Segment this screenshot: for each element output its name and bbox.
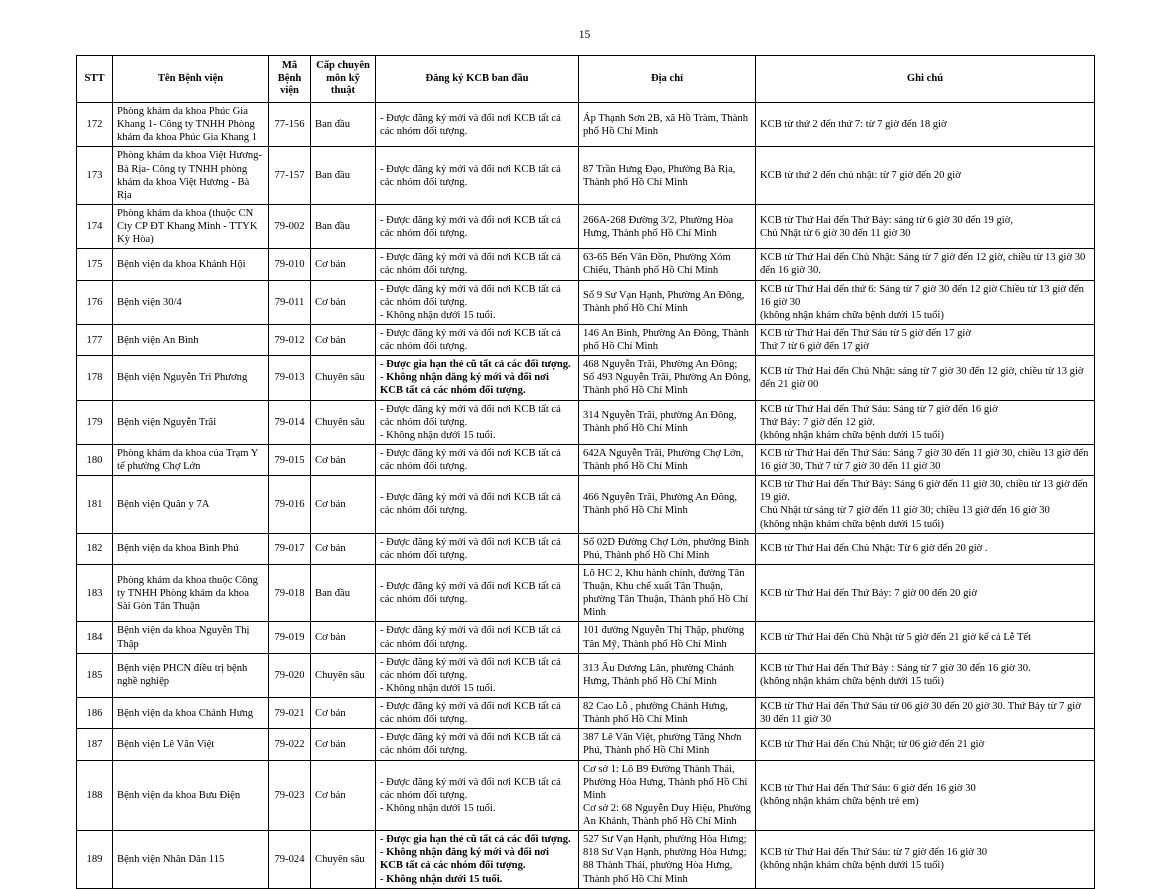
cell-hospital-name: Phòng khám da khoa thuộc Công ty TNHH Phòng khám da khoa Sài Gòn Tân Thuận — [113, 564, 269, 622]
cell-note: KCB từ Thứ Hai đến Thứ Sáu: Sáng 7 giờ 30 đến 11 giờ 30, chiều 13 giờ đến 16 giờ 30, Thứ 7 từ 7 giờ 30 đến 11 giờ 30 — [756, 444, 1095, 475]
cell-hospital-name: Bệnh viện da khoa Nguyễn Thị Thập — [113, 622, 269, 653]
registration-table-container — [76, 55, 1094, 889]
table-row — [77, 444, 1095, 475]
cell-stt: 186 — [77, 698, 113, 729]
cell-hospital-name: Bệnh viện Nguyễn Trãi — [113, 400, 269, 444]
cell-address: 466 Nguyễn Trãi, Phường An Đông, Thành phố Hồ Chí Minh — [579, 476, 756, 534]
cell-technical-level: Chuyên sâu — [311, 400, 376, 444]
cell-hospital-code: 79-016 — [269, 476, 311, 534]
table-row — [77, 324, 1095, 355]
cell-hospital-name: Phòng khám da khoa của Trạm Y tế phường Chợ Lớn — [113, 444, 269, 475]
cell-registration: - Được đăng ký mới và đổi nơi KCB tất cả các nhóm đối tượng. — [376, 249, 579, 280]
cell-note: KCB từ Thứ Hai đến Thứ Bảy: Sáng 6 giờ đến 11 giờ 30, chiều từ 13 giờ đến 19 giờ. Chủ Nhật từ sáng từ 7 giờ đến 11 giờ 30; chiều 13 giờ đến 16 giờ 30 (không nhận khám chữa bệnh dưới 15 tuổi) — [756, 476, 1095, 534]
cell-technical-level: Ban đầu — [311, 147, 376, 205]
cell-stt: 172 — [77, 103, 113, 147]
cell-address: Số 02D Đường Chợ Lớn, phường Bình Phú, Thành phố Hồ Chí Minh — [579, 533, 756, 564]
table-row — [77, 400, 1095, 444]
cell-stt: 179 — [77, 400, 113, 444]
cell-registration: - Được đăng ký mới và đổi nơi KCB tất cả các nhóm đối tượng. — [376, 729, 579, 760]
table-row — [77, 356, 1095, 400]
cell-stt: 184 — [77, 622, 113, 653]
cell-address: Lô HC 2, Khu hành chính, đường Tân Thuận, Khu chế xuất Tân Thuận, phường Tân Thuận, Thành phố Hồ Chí Minh — [579, 564, 756, 622]
table-row — [77, 147, 1095, 205]
cell-hospital-name: Phòng khám da khoa (thuộc CN Cty CP ĐT Khang Minh - TTYK Kỳ Hòa) — [113, 204, 269, 248]
cell-technical-level: Chuyên sâu — [311, 653, 376, 697]
table-row — [77, 698, 1095, 729]
table-row — [77, 760, 1095, 831]
cell-hospital-code: 79-019 — [269, 622, 311, 653]
cell-hospital-code: 79-024 — [269, 831, 311, 889]
cell-hospital-name: Phòng khám da khoa Phúc Gia Khang 1- Công ty TNHH Phòng khám đa khoa Phúc Gia Khang 1 — [113, 103, 269, 147]
cell-registration: - Được đăng ký mới và đổi nơi KCB tất cả các nhóm đối tượng. - Không nhận dưới 15 tuổi. — [376, 280, 579, 324]
cell-stt: 178 — [77, 356, 113, 400]
cell-stt: 183 — [77, 564, 113, 622]
healthcare-registration-table — [76, 55, 1095, 889]
cell-registration: - Được đăng ký mới và đổi nơi KCB tất cả các nhóm đối tượng. — [376, 103, 579, 147]
cell-address: 313 Âu Dương Lân, phường Chánh Hưng, Thành phố Hồ Chí Minh — [579, 653, 756, 697]
cell-technical-level: Chuyên sâu — [311, 831, 376, 889]
page-number: 15 — [578, 29, 591, 41]
cell-stt: 180 — [77, 444, 113, 475]
cell-technical-level: Ban đầu — [311, 564, 376, 622]
cell-stt: 176 — [77, 280, 113, 324]
cell-hospital-name: Bệnh viện 30/4 — [113, 280, 269, 324]
cell-address: 87 Trần Hưng Đạo, Phường Bà Rịa, Thành phố Hồ Chí Minh — [579, 147, 756, 205]
table-row — [77, 204, 1095, 248]
table-row — [77, 653, 1095, 697]
cell-note: KCB từ thứ 2 đến chủ nhật: từ 7 giờ đến 20 giờ — [756, 147, 1095, 205]
cell-registration: - Được đăng ký mới và đổi nơi KCB tất cả các nhóm đối tượng. - Không nhận dưới 15 tuổi. — [376, 760, 579, 831]
cell-registration: - Được đăng ký mới và đổi nơi KCB tất cả các nhóm đối tượng. - Không nhận dưới 15 tuổi. — [376, 400, 579, 444]
cell-note: KCB từ thứ 2 đến thứ 7: từ 7 giờ đến 18 giờ — [756, 103, 1095, 147]
cell-address: 63-65 Bến Vân Đồn, Phường Xóm Chiếu, Thành phố Hồ Chí Minh — [579, 249, 756, 280]
cell-address: 642A Nguyễn Trãi, Phường Chợ Lớn, Thành phố Hồ Chí Minh — [579, 444, 756, 475]
cell-registration: - Được đăng ký mới và đổi nơi KCB tất cả các nhóm đối tượng. — [376, 622, 579, 653]
cell-technical-level: Chuyên sâu — [311, 356, 376, 400]
cell-hospital-name: Bệnh viện Nhân Dân 115 — [113, 831, 269, 889]
cell-note: KCB từ Thứ Hai đến Chủ Nhật từ 5 giờ đến 21 giờ kể cả Lễ Tết — [756, 622, 1095, 653]
cell-registration: - Được đăng ký mới và đổi nơi KCB tất cả các nhóm đối tượng. — [376, 564, 579, 622]
cell-hospital-name: Bệnh viện Lê Văn Việt — [113, 729, 269, 760]
cell-note: KCB từ Thứ Hai đến Thứ Bảy: sáng từ 6 giờ 30 đến 19 giờ, Chủ Nhật từ 6 giờ 30 đến 11 giờ 30 — [756, 204, 1095, 248]
cell-note: KCB từ Thứ Hai đến Thứ Sáu từ 06 giờ 30 đến 20 giờ 30. Thứ Bảy từ 7 giờ 30 đến 11 giờ 30 — [756, 698, 1095, 729]
cell-note: KCB từ Thứ Hai đến thứ 6: Sáng từ 7 giờ 30 đến 12 giờ Chiều từ 13 giờ đến 16 giờ 30 (không nhận khám chữa bệnh dưới 15 tuổi) — [756, 280, 1095, 324]
cell-hospital-name: Bệnh viện PHCN điều trị bệnh nghề nghiệp — [113, 653, 269, 697]
table-row — [77, 280, 1095, 324]
cell-technical-level: Cơ bản — [311, 280, 376, 324]
cell-stt: 182 — [77, 533, 113, 564]
cell-technical-level: Cơ bản — [311, 444, 376, 475]
cell-hospital-code: 79-012 — [269, 324, 311, 355]
cell-technical-level: Cơ bản — [311, 476, 376, 534]
table-row — [77, 103, 1095, 147]
cell-hospital-code: 79-020 — [269, 653, 311, 697]
cell-technical-level: Cơ bản — [311, 729, 376, 760]
cell-address: Cơ sở 1: Lô B9 Đường Thành Thái, Phường Hòa Hưng, Thành phố Hồ Chí Minh Cơ sở 2: 68 Nguyễn Duy Hiệu, Phường An Khánh, Thành phố Hồ Chí Minh — [579, 760, 756, 831]
column-header-hospital-name: Tên Bệnh viện — [113, 56, 269, 103]
cell-stt: 174 — [77, 204, 113, 248]
cell-note: KCB từ Thứ Hai đến Chủ Nhật: sáng từ 7 giờ 30 đến 12 giờ, chiều từ 13 giờ đến 21 giờ 00 — [756, 356, 1095, 400]
cell-address: 82 Cao Lỗ , phường Chánh Hưng, Thành phố Hồ Chí Minh — [579, 698, 756, 729]
cell-hospital-code: 79-011 — [269, 280, 311, 324]
cell-note: KCB từ Thứ Hai đến Chủ Nhật: Từ 6 giờ đến 20 giờ . — [756, 533, 1095, 564]
cell-address: 101 đường Nguyễn Thị Thập, phường Tân Mỹ, Thành phố Hồ Chí Minh — [579, 622, 756, 653]
cell-registration: - Được đăng ký mới và đổi nơi KCB tất cả các nhóm đối tượng. - Không nhận dưới 15 tuổi. — [376, 653, 579, 697]
cell-hospital-name: Phòng khám da khoa Việt Hương- Bà Rịa- Công ty TNHH phòng khám da khoa Việt Hương - Bà Rịa — [113, 147, 269, 205]
cell-address: Số 9 Sư Vạn Hạnh, Phường An Đông, Thành phố Hồ Chí Minh — [579, 280, 756, 324]
table-row — [77, 729, 1095, 760]
cell-registration: - Được đăng ký mới và đổi nơi KCB tất cả các nhóm đối tượng. — [376, 698, 579, 729]
cell-stt: 177 — [77, 324, 113, 355]
column-header-address: Địa chỉ — [579, 56, 756, 103]
cell-technical-level: Cơ bản — [311, 249, 376, 280]
table-row — [77, 831, 1095, 889]
cell-hospital-name: Bệnh viện Nguyễn Tri Phương — [113, 356, 269, 400]
cell-note: KCB từ Thứ Hai đến Thứ Sáu: từ 7 giờ đến 16 giờ 30 (không nhận khám chữa bệnh dưới 15 tuổi) — [756, 831, 1095, 889]
cell-registration: - Được đăng ký mới và đổi nơi KCB tất cả các nhóm đối tượng. — [376, 476, 579, 534]
cell-stt: 187 — [77, 729, 113, 760]
cell-hospital-code: 79-022 — [269, 729, 311, 760]
cell-registration: - Được đăng ký mới và đổi nơi KCB tất cả các nhóm đối tượng. — [376, 533, 579, 564]
cell-technical-level: Cơ bản — [311, 324, 376, 355]
cell-hospital-code: 79-021 — [269, 698, 311, 729]
cell-stt: 181 — [77, 476, 113, 534]
table-header-row — [77, 56, 1095, 103]
cell-technical-level: Cơ bản — [311, 760, 376, 831]
cell-note: KCB từ Thứ Hai đến Thứ Sáu: Sáng từ 7 giờ đến 16 giờ Thứ Bảy: 7 giờ đến 12 giờ. (không nhận khám chữa bệnh dưới 15 tuổi) — [756, 400, 1095, 444]
cell-hospital-name: Bệnh viện da khoa Bưu Điện — [113, 760, 269, 831]
cell-hospital-code: 79-014 — [269, 400, 311, 444]
cell-note: KCB từ Thứ Hai đến Chủ Nhật; từ 06 giờ đến 21 giờ — [756, 729, 1095, 760]
cell-address: Áp Thạnh Sơn 2B, xã Hồ Tràm, Thành phố Hồ Chí Minh — [579, 103, 756, 147]
table-row — [77, 564, 1095, 622]
cell-hospital-code: 77-156 — [269, 103, 311, 147]
cell-address: 468 Nguyễn Trãi, Phường An Đông; Số 493 Nguyễn Trãi, Phường An Đông, Thành phố Hồ Chí Minh — [579, 356, 756, 400]
cell-technical-level: Cơ bản — [311, 622, 376, 653]
column-header-stt: STT — [77, 56, 113, 103]
cell-address: 387 Lê Văn Việt, phường Tăng Nhơn Phú, Thành phố Hồ Chí Minh — [579, 729, 756, 760]
cell-hospital-name: Bệnh viện da khoa Khánh Hội — [113, 249, 269, 280]
cell-registration: - Được gia hạn thẻ cũ tất cả các đối tượng. - Không nhận đăng ký mới và đổi nơi KCB tất cả các nhóm đối tượng. — [376, 356, 579, 400]
column-header-note: Ghi chú — [756, 56, 1095, 103]
table-row — [77, 249, 1095, 280]
cell-note: KCB từ Thứ Hai đến Thứ Sáu: 6 giờ đến 16 giờ 30 (không nhận khám chữa bệnh trẻ em) — [756, 760, 1095, 831]
column-header-registration: Đăng ký KCB ban đầu — [376, 56, 579, 103]
cell-stt: 185 — [77, 653, 113, 697]
cell-technical-level: Ban đầu — [311, 103, 376, 147]
table-row — [77, 622, 1095, 653]
cell-note: KCB từ Thứ Hai đến Thứ Sáu từ 5 giờ đến 17 giờ Thứ 7 từ 6 giờ đến 17 giờ — [756, 324, 1095, 355]
cell-registration: - Được đăng ký mới và đổi nơi KCB tất cả các nhóm đối tượng. — [376, 324, 579, 355]
column-header-technical-level: Cấp chuyên môn kỹ thuật — [311, 56, 376, 103]
cell-stt: 173 — [77, 147, 113, 205]
cell-registration: - Được đăng ký mới và đổi nơi KCB tất cả các nhóm đối tượng. — [376, 147, 579, 205]
table-header — [77, 56, 1095, 103]
cell-hospital-name: Bệnh viện An Bình — [113, 324, 269, 355]
cell-hospital-code: 79-017 — [269, 533, 311, 564]
cell-technical-level: Cơ bản — [311, 533, 376, 564]
column-header-hospital-code: Mã Bệnh viện — [269, 56, 311, 103]
cell-registration: - Được đăng ký mới và đổi nơi KCB tất cả các nhóm đối tượng. — [376, 444, 579, 475]
cell-address: 527 Sư Vạn Hạnh, phường Hòa Hưng; 818 Sư Vạn Hạnh, phường Hòa Hưng; 88 Thành Thái, phường Hòa Hưng, Thành phố Hồ Chí Minh — [579, 831, 756, 889]
cell-address: 266A-268 Đường 3/2, Phường Hòa Hưng, Thành phố Hồ Chí Minh — [579, 204, 756, 248]
cell-hospital-code: 79-013 — [269, 356, 311, 400]
cell-hospital-name: Bệnh viện Quân y 7A — [113, 476, 269, 534]
cell-hospital-code: 79-023 — [269, 760, 311, 831]
cell-hospital-code: 77-157 — [269, 147, 311, 205]
cell-stt: 188 — [77, 760, 113, 831]
cell-technical-level: Ban đầu — [311, 204, 376, 248]
cell-stt: 189 — [77, 831, 113, 889]
cell-registration: - Được gia hạn thẻ cũ tất cả các đối tượng. - Không nhận đăng ký mới và đổi nơi KCB tất cả các nhóm đối tượng. - Không nhận dưới 15 tuổi. — [376, 831, 579, 889]
cell-hospital-code: 79-018 — [269, 564, 311, 622]
cell-technical-level: Cơ bản — [311, 698, 376, 729]
cell-address: 314 Nguyễn Trãi, phường An Đông, Thành phố Hồ Chí Minh — [579, 400, 756, 444]
cell-hospital-name: Bệnh viện da khoa Chánh Hưng — [113, 698, 269, 729]
table-row — [77, 533, 1095, 564]
table-body — [77, 103, 1095, 889]
cell-hospital-code: 79-010 — [269, 249, 311, 280]
cell-note: KCB từ Thứ Hai đến Thứ Bảy : Sáng từ 7 giờ 30 đến 16 giờ 30. (không nhận khám chữa bệnh dưới 15 tuổi) — [756, 653, 1095, 697]
cell-hospital-name: Bệnh viện da khoa Bình Phú — [113, 533, 269, 564]
table-row — [77, 476, 1095, 534]
cell-hospital-code: 79-002 — [269, 204, 311, 248]
cell-stt: 175 — [77, 249, 113, 280]
cell-note: KCB từ Thứ Hai đến Chủ Nhật: Sáng từ 7 giờ đến 12 giờ, chiều từ 13 giờ 30 đến 16 giờ 30. — [756, 249, 1095, 280]
cell-registration: - Được đăng ký mới và đổi nơi KCB tất cả các nhóm đối tượng. — [376, 204, 579, 248]
cell-hospital-code: 79-015 — [269, 444, 311, 475]
cell-note: KCB từ Thứ Hai đến Thứ Bảy: 7 giờ 00 đến 20 giờ — [756, 564, 1095, 622]
cell-address: 146 An Bình, Phường An Đông, Thành phố Hồ Chí Minh — [579, 324, 756, 355]
